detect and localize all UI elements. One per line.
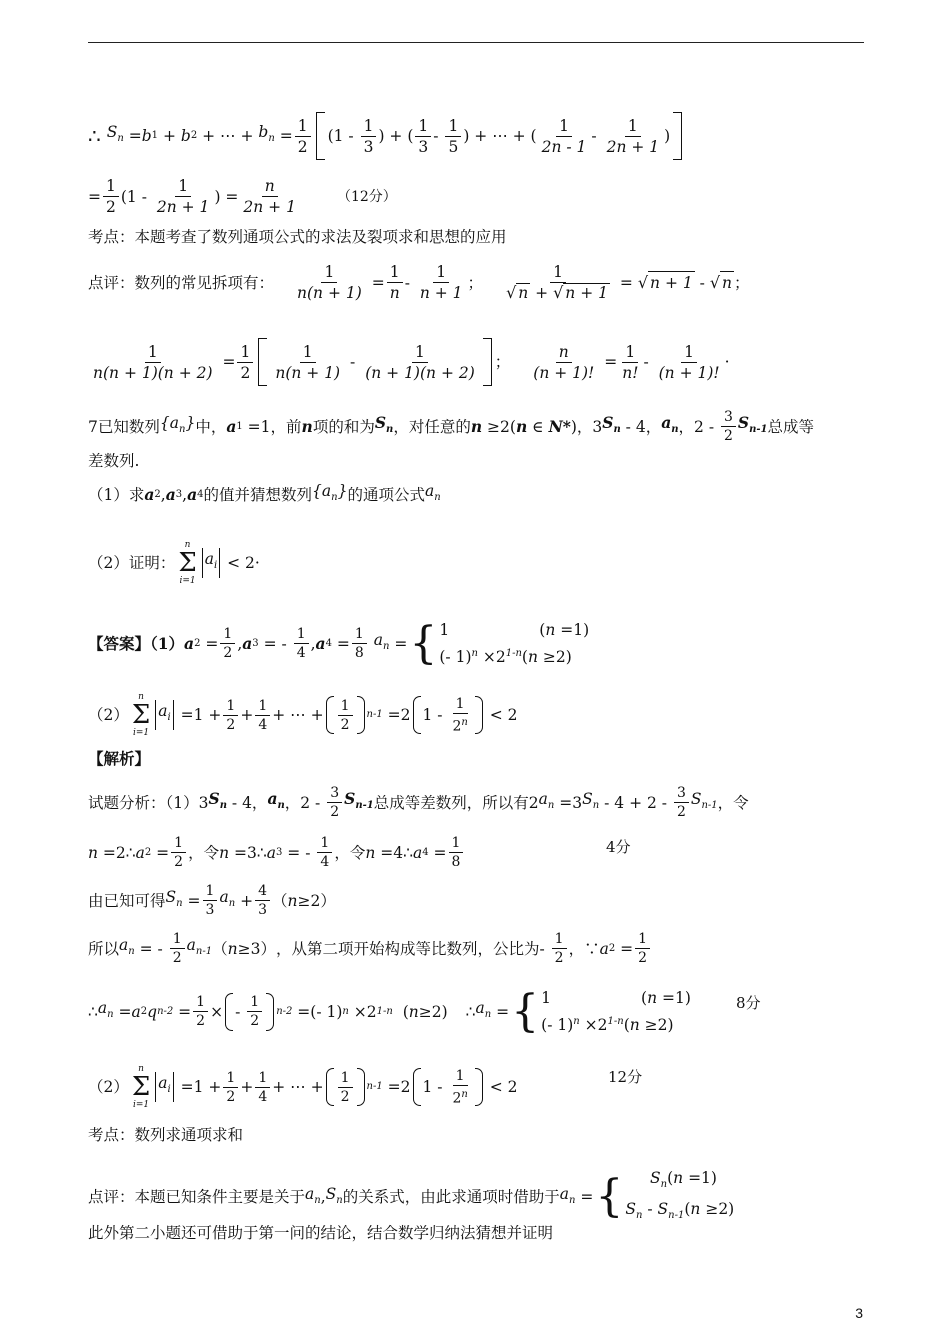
dianping-2-mid: 的关系式，由此求通项时借助于 (342, 1188, 560, 1207)
dianping-1-label: 点评：数列的常见拆项有： (88, 273, 275, 292)
q7-prefix: 7已知数列 (88, 417, 160, 436)
analysis-ling: ，令 (717, 793, 749, 812)
question-7: 7已知数列 $\{a_n\}$ 中， a 1 =1 ，前 n 项的和为 $S_n$ ，对任意的 n ≥2( n ∈ N* )，3 $S_n$ - 4， $a_n$ ，2 - $\frac{3}{2}$ $S_{n-1}$ 总成等 (88, 409, 815, 444)
score-12: （12分） (336, 188, 397, 205)
dianping-2-prefix: 点评：本题已知条件主要是关于 (88, 1188, 306, 1207)
suoyi-prefix: 所以 (88, 939, 120, 958)
q7-sub2-prefix: （2）证明： (88, 554, 176, 572)
analysis-line-2: n =2∴ a 2 = $\frac{1}{2}$ ， 令 n =3∴ a 3 = - $\frac{1}{4}$ ， 令 n =4∴ a 4 = $\frac{1}{8}$ (88, 834, 465, 871)
ling-1: 令 (203, 843, 220, 862)
analysis-mid: 总成等差数列，所以有 (373, 793, 529, 812)
answer-2: （2） n Σ i=1 $a_i$ =1 + $\frac{1}{2}$ + $\frac{1}{4}$ + ⋯ + $\frac{1}{2}$ n-1 =2 1 - $\frac{1}{2^n}$ < 2 (88, 692, 518, 738)
score-12-b: 12分 (608, 1068, 643, 1086)
suoyi-mid: ，从第二项开始构成等比数列，公比为 (275, 939, 540, 958)
answer-label: 【答案】（1） (88, 633, 185, 653)
score-4: 4分 (606, 838, 631, 856)
analysis-prefix: 试题分析：（1） (88, 793, 199, 812)
q7-sub1-mid: 的值并猜想数列 (203, 485, 313, 504)
dianping-1: 点评：数列的常见拆项有： $\frac{1}{n(n + 1)}$ = $\frac{1}{n}$ - $\frac{1}{n + 1}$ ； $\frac{1}{√ n + √ n + 1}$ = √ n + 1 - √ n ； (88, 263, 750, 302)
dianping-1-formula-2: $\frac{1}{n(n + 1)(n + 2)}$ = $\frac{1}{2}$ $\frac{1}{n(n + 1)}$ - $\frac{1}{(n + 1)(n + 2)}$ ； $\frac{n}{(n + 1)!}$ = $\frac{1}{n!}$ - $\frac{1}{(n + 1)!}$ · (88, 338, 730, 386)
because-text: ，∵ (568, 939, 600, 958)
q7-mid1: 中， (195, 417, 227, 436)
jiexi-label: 【解析】 (88, 749, 151, 768)
kaodian-1: 考点：本题考查了数列通项公式的求法及裂项求和思想的应用 (88, 228, 507, 246)
q7-sub1-suffix: 的通项公式 (347, 485, 425, 504)
q7-sub2: （2）证明： n Σ i=1 $a_i$ < 2· (88, 540, 260, 586)
last-line: 此外第二小题还可借助于第一问的结论，结合数学归纳法猜想并证明 (88, 1224, 554, 1242)
header-rule (88, 42, 864, 43)
score-8: 8分 (736, 994, 761, 1012)
part-2-label: （2） (88, 1078, 129, 1096)
part-2-proof: （2） n Σ i=1 $a_i$ =1 + $\frac{1}{2}$ + $\frac{1}{4}$ + ⋯ + $\frac{1}{2}$ n-1 =2 1 - $\frac{1}{2^n}$ < 2 (88, 1064, 518, 1110)
q7-sub1: （1）求 a 2 , a 3 , a 4 的值并猜想数列 $\{a_n\}$ 的通项公式 $a_n$ (88, 482, 441, 504)
analysis-line-1: 试题分析：（1） 3 $S_n$ - 4， $a_n$ ，2 - $\frac{3}{2}$ $S_{n-1}$ 总成等差数列，所以有 2 $a_n$ =3 $S_n$ - 4 + 2 - $\frac{3}{2}$ $S_{n-1}$ ，令 (88, 785, 749, 820)
known-sn: 由已知可得 $S_n$ = $\frac{1}{3}$ $a_n$ + $\frac{4}{3}$ （ n ≥2） (88, 883, 336, 918)
q7-mid3: 项的和为 (312, 417, 375, 436)
formula-sn-sum: ∴ $S_n$ = b 1 + b 2 + ⋯ + $b_n$ = $\frac{1}{2}$ (1 - $\frac{1}{3}$ ) + ( $\frac{1}{3}$ - $\frac{1}{5}$ ) + ⋯ + ( $\frac{1}{2n - 1}$ - $\frac{1}{2n + 1}$ ) (88, 112, 685, 160)
q7-line2: 差数列. (88, 452, 140, 470)
answer-2-label: （2） (88, 706, 129, 724)
suoyi-line: 所以 $a_n$ = - $\frac{1}{2}$ $a_{n-1}$ （ n ≥3） ，从第二项开始构成等比数列，公比为 - $\frac{1}{2}$ ，∵ a 2 = $\frac{1}{2}$ (88, 930, 652, 967)
q7-mid5: 总成等 (767, 417, 815, 436)
q7-mid4: ，对任意的 (393, 417, 471, 436)
formula-sn-result: = $\frac{1}{2}$ (1 - $\frac{1}{2n + 1}$ ) = $\frac{n}{2n + 1}$ （12分） (88, 177, 397, 216)
page-number: 3 (855, 1305, 863, 1321)
known-prefix: 由已知可得 (88, 891, 166, 910)
answer-1: 【答案】（1） a 2 = $\frac{1}{2}$ , a 3 = - $\frac{1}{4}$ , a 4 = $\frac{1}{8}$ $a_n$ = { 1 (n =1) (- $1)^n \times 2^{1-n}(n \ge 2)$ (88, 617, 590, 669)
q7-mid2: ，前 (270, 417, 302, 436)
kaodian-2: 考点：数列求通项求和 (88, 1126, 244, 1144)
an-general-formula: ∴ $a_n$ = a 2 q n-2 = $\frac{1}{2}$ × - $\frac{1}{2}$ n-2 =(- 1) n ×2 1-n ( n ≥2) ∴ $a_n$ = { 1 (n =1) (- $1)^n \times 2^{1-n}(n \ge 2)$ (88, 985, 691, 1037)
dianping-2: 点评：本题已知条件主要是关于 $a_n$ , $S_n$ 的关系式，由此求通项时借助于 $a_n$ = { $S_n(n =1)$ $S_n - S_{n-1}(n \ge 2)$ (88, 1169, 735, 1223)
ling-2: 令 (349, 843, 366, 862)
q7-sub1-prefix: （1）求 (88, 485, 145, 504)
